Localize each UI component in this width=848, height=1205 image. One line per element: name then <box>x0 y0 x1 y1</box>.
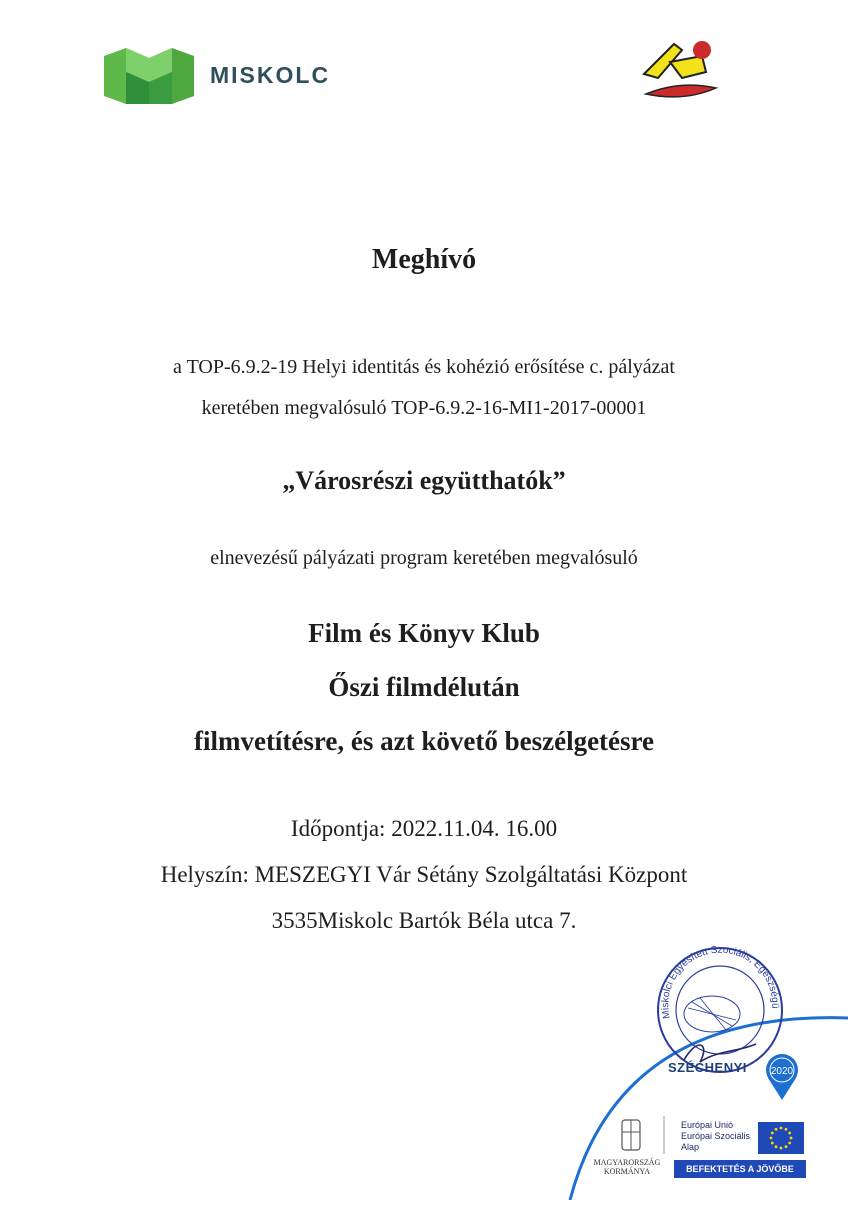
event-line-3: filmvetítésre, és azt követő beszélgetésre <box>193 726 655 756</box>
event-line-1: Film és Könyv Klub <box>308 618 540 648</box>
hungarian-coat-of-arms-icon <box>622 1116 664 1154</box>
intro-line-2: keretében megvalósuló TOP-6.9.2-16-MI1-2017-00001 <box>201 397 647 419</box>
szechenyi-label: SZÉCHENYI <box>668 1060 747 1075</box>
event-venue: Helyszín: MESZEGYI Vár Sétány Szolgáltatási Központ <box>160 862 688 887</box>
government-line-2: KORMÁNYA <box>603 1167 651 1176</box>
eu-line-3: Alap <box>681 1142 700 1152</box>
miskolc-logo-text: MISKOLC <box>210 62 331 88</box>
intro-line-1: a TOP-6.9.2-19 Helyi identitás és kohézió erősítése c. pályázat <box>173 356 675 378</box>
miskolc-logo-mark <box>104 48 194 104</box>
eu-line-1: Európai Unió <box>681 1120 734 1130</box>
eu-flag-icon <box>758 1122 804 1154</box>
szechenyi-year: 2020 <box>770 1066 794 1077</box>
mascot-logo <box>640 38 720 104</box>
stamp-text: Miskolci Egyesített Szociális, Egészségü <box>660 944 781 1020</box>
project-name: „Városrészi együtthatók” <box>282 466 566 495</box>
miskolc-logo <box>104 48 344 104</box>
eu-banner: BEFEKTETÉS A JÖVŐBE <box>674 1160 806 1178</box>
government-line-1: MAGYARORSZÁG <box>593 1158 661 1167</box>
eu-fund-label <box>681 1120 750 1153</box>
invitation-title: Meghívó <box>371 244 477 275</box>
event-date: Időpontja: 2022.11.04. 16.00 <box>290 816 558 841</box>
event-address: 3535Miskolc Bartók Béla utca 7. <box>271 908 577 933</box>
szechenyi-pin-icon <box>766 1054 798 1100</box>
eu-line-2: Európai Szociális <box>681 1131 751 1141</box>
government-label <box>593 1158 661 1176</box>
svg-text:Miskolci Egyesített Szociális, <box>560 940 780 1020</box>
intro-line-3: elnevezésű pályázati program keretében megvalósuló <box>210 547 638 569</box>
event-line-2: Őszi filmdélután <box>328 672 520 702</box>
official-stamp <box>560 940 782 1072</box>
